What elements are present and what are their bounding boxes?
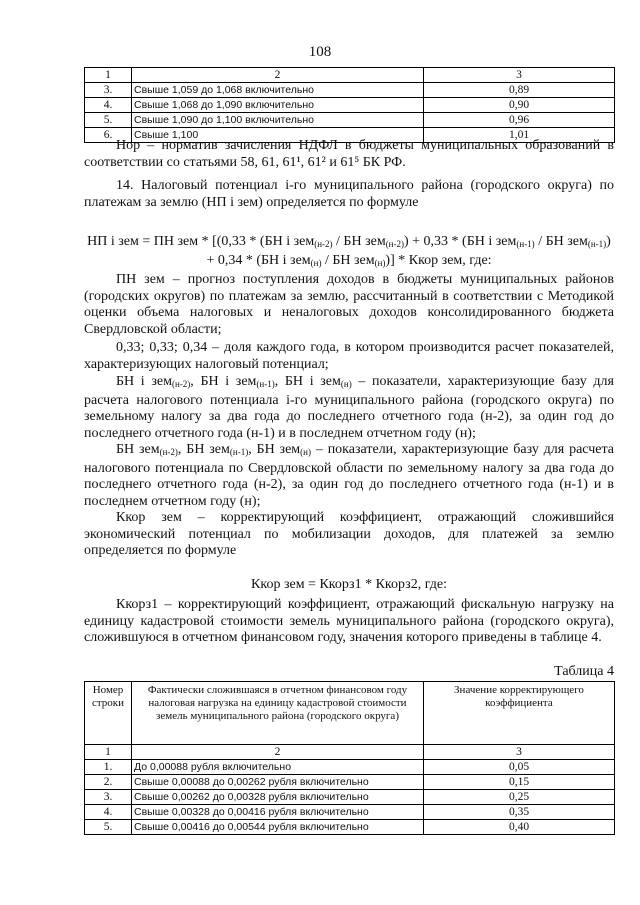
table-row: [85, 760, 615, 775]
paragraph-shares: 0,33; 0,33; 0,34 – доля каждого года, в котором производится расчет показателей, характеризующих налоговый потенциал;: [84, 340, 614, 372]
paragraph-nor: Нор – норматив зачисления НДФЛ в бюджеты муниципальных образований в соответствии со статьями 58, 61, 61¹, 61² и 61⁵ БК РФ.: [84, 138, 614, 170]
row-range: Свыше 0,00416 до 0,00544 рубля включительно: [132, 820, 424, 835]
coefficient-table-top: [84, 67, 615, 143]
paragraph-kkor: Ккор зем – корректирующий коэффициент, отражающий сложившийся экономический потенциал по мобилизации доходов, для платежей за землю определяется по формуле: [84, 510, 614, 558]
row-value: 0,25: [424, 790, 615, 805]
table-row: [85, 805, 615, 820]
table-header-cell: 3: [424, 68, 615, 83]
row-range: Свыше 1,059 до 1,068 включительно: [132, 83, 424, 98]
table-header-cell: 2: [132, 68, 424, 83]
row-number: 6.: [85, 128, 132, 143]
table-header-cell: 1: [85, 68, 132, 83]
row-number: 2.: [85, 775, 132, 790]
row-range: Свыше 1,090 до 1,100 включительно: [132, 113, 424, 128]
table-row: [85, 790, 615, 805]
table-4-caption: Таблица 4: [554, 664, 614, 679]
table-header-row: [85, 68, 615, 83]
row-range: Свыше 0,00262 до 0,00328 рубля включительно: [132, 790, 424, 805]
formula-kkor: Ккор зем = Ккорз1 * Ккорз2, где:: [251, 577, 447, 592]
row-range: Свыше 0,00328 до 0,00416 рубля включительно: [132, 805, 424, 820]
paragraph-kkorz1: Ккорз1 – корректирующий коэффициент, отражающий фискальную нагрузку на единицу кадастровой стоимости земель муниципального района (городского округа), сложившуюся в отчетном финансовом году, значения которого приведены в таблице 4.: [84, 597, 614, 645]
table-row: [85, 775, 615, 790]
table-row: [85, 113, 615, 128]
index-cell: 3: [424, 745, 615, 760]
paragraph-bn-total: БН зем$_{(н-2)}$, БН зем$_{(н-1)}$, БН зем$_{(н)}$ – показатели, характеризующие базу для расчета налогового потенциала по Свердловской области по земельному налогу за два года до последнего отчетного года (н-2), за один год до последнего отчетного года (н-1) и в последнем отчетном году (н);: [84, 442, 614, 509]
header-tax-burden: Фактически сложившаяся в отчетном финансовом году налоговая нагрузка на единицу кадастровой стоимости земель муниципального района (городского округа): [132, 682, 424, 745]
paragraph-bn-i: БН i зем$_{(н-2)}$, БН i зем$_{(н-1)}$, БН i зем$_{(н)}$ – показатели, характеризующие базу для расчета налогового потенциала i-го муниципального района (городского округа) по земельному налогу за два года до последнего отчетного года (н-2), за один год до последнего отчетного года (н-1) и в последнем отчетном году (н);: [84, 374, 614, 441]
row-number: 4.: [85, 98, 132, 113]
row-value: 0,40: [424, 820, 615, 835]
index-cell: 1: [85, 745, 132, 760]
row-value: 0,90: [424, 98, 615, 113]
row-range: До 0,00088 рубля включительно: [132, 760, 424, 775]
row-number: 5.: [85, 820, 132, 835]
paragraph-pn: ПН зем – прогноз поступления доходов в бюджеты муниципальных районов (городских округов) по платежам за землю, рассчитанный в соответствии с Методикой оценки объема налоговых и неналоговых доходов консолидированного бюджета Свердловской области;: [84, 272, 614, 337]
row-number: 3.: [85, 83, 132, 98]
row-value: 0,05: [424, 760, 615, 775]
row-value: 0,96: [424, 113, 615, 128]
row-value: 0,15: [424, 775, 615, 790]
header-coefficient: Значение корректирующего коэффициента: [424, 682, 615, 745]
row-number: 3.: [85, 790, 132, 805]
row-value: 1,01: [424, 128, 615, 143]
row-value: 0,35: [424, 805, 615, 820]
paragraph-14: 14. Налоговый потенциал i-го муниципального района (городского округа) по платежам за землю (НП i зем) определяется по формуле: [84, 178, 614, 210]
index-cell: 2: [132, 745, 424, 760]
table-row: [85, 820, 615, 835]
header-row-number: Номер строки: [85, 682, 132, 745]
row-number: 1.: [85, 760, 132, 775]
row-value: 0,89: [424, 83, 615, 98]
row-number: 5.: [85, 113, 132, 128]
formula-np: НП i зем = ПН зем * [(0,33 * (БН i зем$_{(н-2)}$ / БН зем$_{(н-2)}$) + 0,33 * (БН i зем$_{(н-1)}$ / БН зем$_{(н-1)}$) + 0,34 * (БН i зем$_{(н)}$ / БН зем$_{(н)}$)] * Ккор зем, где:: [87, 234, 611, 268]
table-4: [84, 681, 615, 835]
table-row: [85, 83, 615, 98]
table-4-header-row: [85, 682, 615, 745]
row-range: Свыше 0,00088 до 0,00262 рубля включительно: [132, 775, 424, 790]
row-number: 4.: [85, 805, 132, 820]
row-range: Свыше 1,100: [132, 128, 424, 143]
row-range: Свыше 1,068 до 1,090 включительно: [132, 98, 424, 113]
page-number: 108: [308, 44, 332, 60]
table-4-index-row: [85, 745, 615, 760]
table-row: [85, 98, 615, 113]
